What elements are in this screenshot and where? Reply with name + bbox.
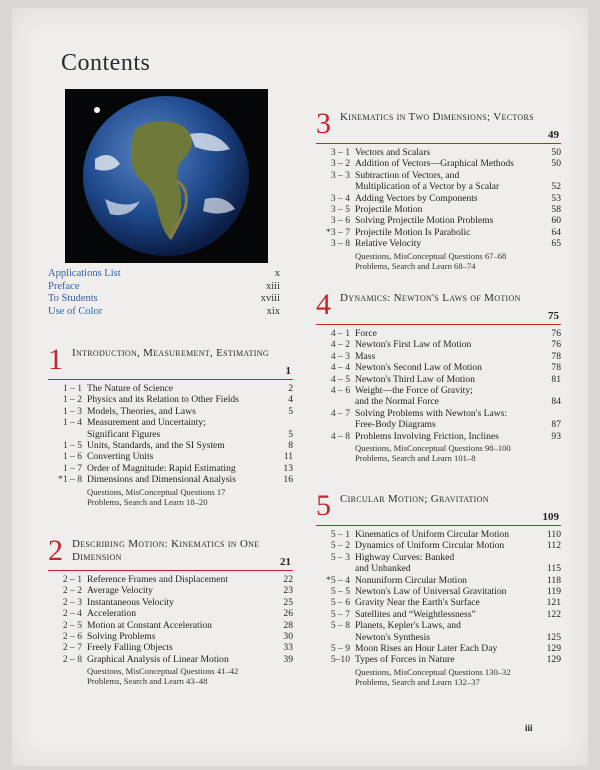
section-page: 87: [551, 419, 561, 431]
chapter-header[interactable]: [316, 489, 561, 526]
chapter-title: Kinematics in Two Dimensions; Vectors: [340, 111, 534, 123]
section-list: [316, 529, 561, 666]
chapter-5: [316, 489, 561, 687]
chapter-page: 109: [542, 511, 559, 523]
section-title: Relative Velocity: [355, 238, 422, 250]
section-page: 121: [546, 597, 561, 609]
section-page: 50: [551, 147, 561, 158]
section-page: 129: [546, 643, 561, 655]
section-row[interactable]: [316, 575, 561, 586]
section-page: 129: [546, 654, 561, 666]
section-row[interactable]: [316, 620, 561, 643]
section-page: 53: [551, 192, 561, 204]
chapter-exercises: Questions, MisConceptual Questions 41–42 Problems, Search and Learn 43–48: [87, 666, 239, 687]
section-title: Newton's Third Law of Motion: [355, 373, 475, 385]
section-list: [316, 147, 561, 250]
section-row[interactable]: [316, 431, 561, 442]
chapter-number: 5: [316, 489, 331, 522]
section-number: 1 – 3: [62, 405, 82, 417]
section-title: Satellites and “Weightlessness”: [355, 608, 476, 620]
section-title: Force: [355, 328, 377, 339]
chapter-number: 3: [316, 107, 331, 140]
section-number: 4 – 2: [330, 339, 350, 351]
section-row[interactable]: [316, 643, 561, 654]
binder-hole: [94, 107, 100, 113]
section-page: 76: [551, 328, 561, 339]
section-number: 1 – 7: [62, 462, 82, 474]
section-row[interactable]: [316, 204, 561, 215]
section-number: 4 – 7: [330, 407, 350, 419]
section-page: 16: [283, 474, 293, 486]
section-row[interactable]: [48, 574, 293, 585]
chapter-number: 4: [316, 288, 331, 321]
section-page: 65: [551, 238, 561, 250]
section-page: 52: [551, 181, 561, 193]
section-title: Gravity Near the Earth's Surface: [355, 597, 480, 609]
section-title: Problems Involving Friction, Inclines: [355, 430, 499, 442]
section-row[interactable]: [316, 609, 561, 620]
section-row[interactable]: [48, 620, 293, 631]
section-title: Adding Vectors by Components: [355, 192, 478, 204]
chapter-header[interactable]: [316, 107, 561, 144]
section-page: 4: [288, 394, 293, 406]
section-number: 4 – 8: [330, 430, 350, 442]
section-row[interactable]: [48, 474, 293, 485]
section-row[interactable]: [316, 552, 561, 575]
section-number: 5 – 6: [330, 597, 350, 609]
section-page: 81: [551, 373, 561, 385]
section-title: Reference Frames and Displacement: [87, 574, 228, 585]
section-number: 4 – 6: [330, 385, 350, 397]
section-page: 30: [283, 631, 293, 643]
section-title: Moon Rises an Hour Later Each Day: [355, 643, 498, 655]
section-row[interactable]: [48, 463, 293, 474]
section-row[interactable]: [316, 385, 561, 408]
section-number: 3 – 2: [330, 158, 350, 170]
chapter-header[interactable]: [316, 288, 561, 325]
section-number: 5 – 8: [330, 620, 350, 632]
section-page: 118: [546, 574, 561, 586]
section-row[interactable]: [48, 654, 293, 665]
section-title: Kinematics of Uniform Circular Motion: [355, 529, 510, 540]
section-title: Models, Theories, and Laws: [87, 405, 196, 417]
section-title: Subtraction of Vectors, and Multiplication of a Vector by a Scalar: [355, 169, 500, 193]
section-row[interactable]: [316, 193, 561, 204]
section-number: 2 – 4: [62, 608, 82, 620]
front-matter-item[interactable]: Applications List x: [48, 268, 280, 279]
section-number: 1 – 5: [62, 440, 82, 452]
chapter-4: [316, 288, 561, 464]
section-title: Dynamics of Uniform Circular Motion: [355, 540, 505, 552]
chapter-2: [48, 534, 293, 687]
chapter-title: Describing Motion: Kinematics in One Dimension: [72, 538, 260, 563]
section-page: 8: [288, 440, 293, 452]
section-page: 78: [551, 350, 561, 362]
section-page: 64: [551, 226, 561, 238]
section-title: Converting Units: [87, 451, 154, 463]
section-number: 3 – 1: [330, 147, 350, 158]
section-number: *3 – 7: [326, 226, 350, 238]
section-list: [316, 328, 561, 442]
chapter-title: Circular Motion; Gravitation: [340, 493, 489, 505]
section-title: The Nature of Science: [87, 383, 174, 394]
section-title: Solving Problems with Newton's Laws: Free-Body Diagrams: [355, 407, 508, 431]
section-row[interactable]: [316, 227, 561, 238]
section-title: Projectile Motion Is Parabolic: [355, 226, 471, 238]
section-number: 5 – 5: [330, 586, 350, 598]
chapter-page: 49: [548, 129, 559, 141]
chapter-title: Dynamics: Newton's Laws of Motion: [340, 292, 521, 304]
section-page: 84: [551, 396, 561, 408]
section-title: Instantaneous Velocity: [87, 596, 174, 608]
section-row[interactable]: [48, 642, 293, 653]
chapter-number: 1: [48, 343, 63, 376]
section-page: 28: [283, 619, 293, 631]
section-page: 2: [288, 383, 293, 394]
section-title: Graphical Analysis of Linear Motion: [87, 653, 229, 665]
section-title: Addition of Vectors—Graphical Methods: [355, 158, 514, 170]
section-number: 2 – 3: [62, 596, 82, 608]
section-title: Nonuniform Circular Motion: [355, 574, 467, 586]
section-page: 23: [283, 585, 293, 597]
section-title: Dimensions and Dimensional Analysis: [87, 474, 236, 486]
section-title: Newton's Second Law of Motion: [355, 362, 482, 374]
section-page: 39: [283, 653, 293, 665]
section-page: 26: [283, 608, 293, 620]
section-row[interactable]: [48, 394, 293, 405]
section-title: Freely Falling Objects: [87, 642, 173, 654]
chapter-page: 75: [548, 310, 559, 322]
section-number: 4 – 4: [330, 362, 350, 374]
section-title: Physics and its Relation to Other Fields: [87, 394, 239, 406]
section-row[interactable]: [316, 597, 561, 608]
section-list: [48, 383, 293, 486]
page-title: Contents: [61, 50, 151, 76]
section-row[interactable]: [316, 529, 561, 540]
section-page: 76: [551, 339, 561, 351]
front-matter-list: [48, 268, 280, 318]
section-row[interactable]: [48, 406, 293, 417]
section-page: 60: [551, 215, 561, 227]
section-row[interactable]: [48, 597, 293, 608]
chapter-number: 2: [48, 534, 63, 567]
section-number: 2 – 6: [62, 631, 82, 643]
chapter-exercises: Questions, MisConceptual Questions 130–32 Problems, Search and Learn 132–37: [355, 666, 511, 687]
section-row[interactable]: [316, 351, 561, 362]
section-page: 125: [546, 631, 561, 643]
section-number: 5 – 7: [330, 608, 350, 620]
section-number: 5 – 1: [330, 529, 350, 540]
section-title: Newton's Law of Universal Gravitation: [355, 586, 507, 598]
section-title: Mass: [355, 350, 376, 362]
section-number: 1 – 2: [62, 394, 82, 406]
section-page: 112: [546, 540, 561, 552]
chapter-exercises: Questions, MisConceptual Questions 17 Problems, Search and Learn 18–20: [87, 486, 226, 507]
section-title: Measurement and Uncertainty; Significant Figures: [87, 417, 206, 440]
section-number: *1 – 8: [58, 474, 82, 486]
chapter-3: [316, 107, 561, 271]
chapter-title: Introduction, Measurement, Estimating: [72, 347, 269, 359]
front-matter-item[interactable]: Preface xiii: [48, 280, 280, 292]
section-row[interactable]: [48, 608, 293, 619]
section-row[interactable]: [48, 451, 293, 462]
section-number: 2 – 8: [62, 653, 82, 665]
section-title: Projectile Motion: [355, 204, 423, 216]
section-page: 50: [551, 158, 561, 170]
section-row[interactable]: [316, 408, 561, 431]
section-row[interactable]: [48, 417, 293, 440]
section-number: 2 – 2: [62, 585, 82, 597]
earth-photo: [65, 89, 268, 263]
section-row[interactable]: [316, 339, 561, 350]
chapter-page: 1: [285, 365, 291, 377]
section-number: 4 – 3: [330, 350, 350, 362]
chapter-header[interactable]: [48, 534, 293, 571]
section-title: Units, Standards, and the SI System: [87, 440, 225, 452]
section-number: 3 – 6: [330, 215, 350, 227]
section-page: 11: [283, 451, 293, 463]
section-page: 78: [551, 362, 561, 374]
section-page: 22: [283, 574, 293, 585]
front-matter-item[interactable]: To Students xviii: [48, 293, 280, 304]
section-number: 2 – 1: [62, 574, 82, 585]
section-page: 5: [288, 405, 293, 417]
section-number: 5 – 3: [330, 551, 350, 563]
section-list: [48, 574, 293, 665]
section-title: Highway Curves: Banked and Unbanked: [355, 551, 455, 575]
section-page: 115: [546, 563, 561, 575]
section-title: Average Velocity: [87, 585, 153, 597]
section-number: 4 – 1: [330, 328, 350, 339]
section-row[interactable]: [316, 654, 561, 665]
section-number: 5–10: [330, 654, 350, 666]
section-number: 4 – 5: [330, 373, 350, 385]
section-row[interactable]: [316, 147, 561, 158]
section-row[interactable]: [316, 215, 561, 226]
chapter-exercises: Questions, MisConceptual Questions 98–100 Problems, Search and Learn 101–8: [355, 443, 511, 464]
section-title: Vectors and Scalars: [355, 147, 431, 158]
section-page: 33: [283, 642, 293, 654]
section-row[interactable]: [316, 362, 561, 373]
section-title: Types of Forces in Nature: [355, 654, 455, 666]
section-row[interactable]: [316, 586, 561, 597]
section-number: 3 – 5: [330, 204, 350, 216]
section-page: 13: [283, 462, 293, 474]
section-page: 58: [551, 204, 561, 216]
section-number: 1 – 4: [62, 417, 82, 429]
section-row[interactable]: [48, 440, 293, 451]
section-number: 3 – 4: [330, 192, 350, 204]
section-row[interactable]: [316, 328, 561, 339]
section-row[interactable]: [316, 238, 561, 249]
section-row[interactable]: [48, 383, 293, 394]
section-number: 3 – 8: [330, 238, 350, 250]
section-number: 3 – 3: [330, 169, 350, 181]
chapter-page: 21: [280, 556, 291, 568]
section-number: 5 – 2: [330, 540, 350, 552]
chapter-header[interactable]: [48, 343, 293, 380]
section-row[interactable]: [316, 170, 561, 193]
section-page: 93: [551, 430, 561, 442]
section-number: 1 – 1: [62, 383, 82, 394]
section-row[interactable]: [316, 158, 561, 169]
section-row[interactable]: [48, 585, 293, 596]
section-row[interactable]: [316, 540, 561, 551]
section-title: Acceleration: [87, 608, 137, 620]
section-title: Order of Magnitude: Rapid Estimating: [87, 462, 236, 474]
section-title: Motion at Constant Acceleration: [87, 619, 212, 631]
section-number: *5 – 4: [326, 574, 350, 586]
section-row[interactable]: [48, 631, 293, 642]
section-page: 110: [546, 529, 561, 540]
section-title: Solving Projectile Motion Problems: [355, 215, 494, 227]
section-title: Newton's First Law of Motion: [355, 339, 472, 351]
section-page: 122: [546, 608, 561, 620]
section-number: 1 – 6: [62, 451, 82, 463]
section-number: 5 – 9: [330, 643, 350, 655]
section-page: 119: [546, 586, 561, 598]
section-row[interactable]: [316, 374, 561, 385]
chapter-exercises: Questions, MisConceptual Questions 67–68 Problems, Search and Learn 68–74: [355, 250, 507, 271]
section-page: 5: [288, 428, 293, 440]
section-number: 2 – 5: [62, 619, 82, 631]
section-title: Solving Problems: [87, 631, 156, 643]
section-page: 25: [283, 596, 293, 608]
page-number: iii: [525, 723, 533, 733]
section-title: Planets, Kepler's Laws, and Newton's Synthesis: [355, 620, 461, 643]
front-matter-item[interactable]: Use of Color xix: [48, 305, 280, 317]
section-number: 2 – 7: [62, 642, 82, 654]
chapter-1: [48, 343, 293, 507]
section-title: Weight—the Force of Gravity; and the Normal Force: [355, 385, 473, 408]
